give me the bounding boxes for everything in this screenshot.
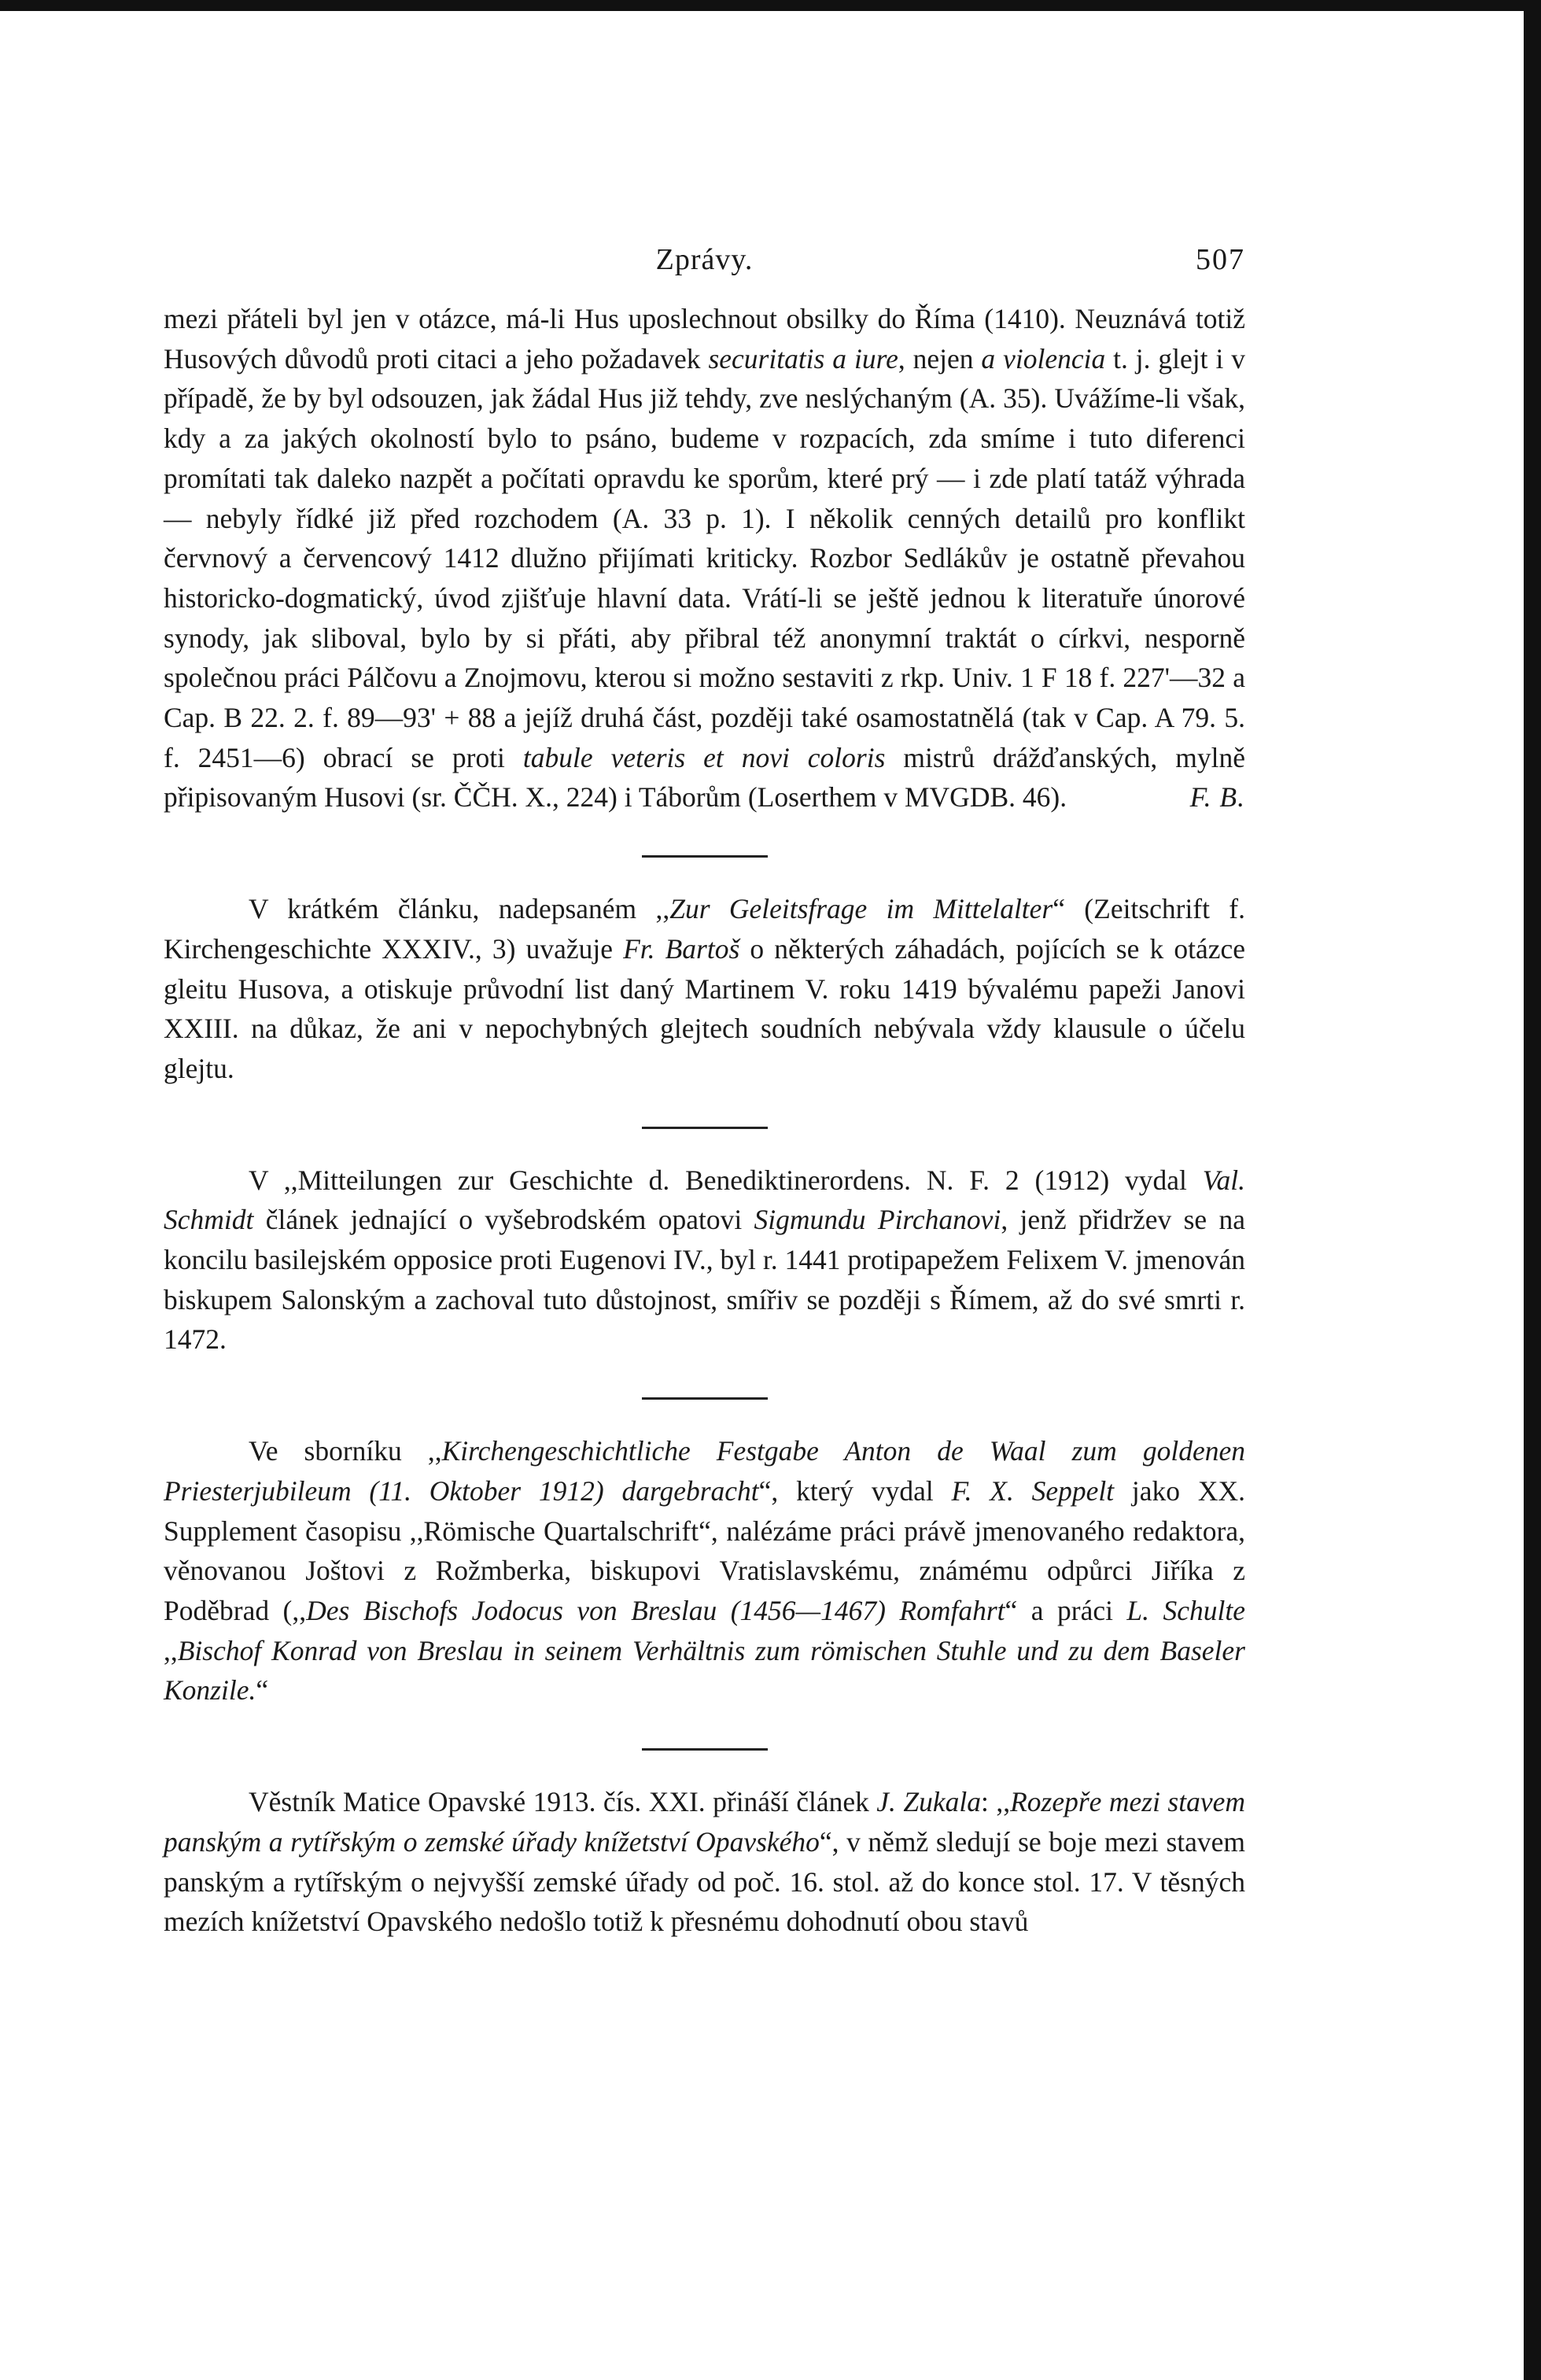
news-item-benediktiner: [164, 1160, 1245, 1360]
section-divider: [642, 855, 768, 858]
text-run-italic: Fr. Bartoš: [623, 932, 740, 965]
news-item-geleitsfrage: [164, 889, 1245, 1089]
text-run-italic: Kirchengeschichtliche Festgabe Anton de Waal zum goldenen Priesterjubileum (11. Oktober 1912) dargebracht: [164, 1435, 1245, 1507]
text-run: mistrů drážďanských, mylně připisovaným Husovi (sr. ČČH. X., 224) i Táborům (Loserthem v MVGDB. 46).: [164, 741, 1245, 814]
paragraph: [164, 889, 1245, 1089]
scan-border-right: [1524, 0, 1541, 2380]
running-title: Zprávy.: [655, 243, 754, 276]
text-run-italic: Des Bischofs Jodocus von Breslau (1456—1467) Romfahrt: [306, 1594, 1005, 1626]
text-run: jako XX. Supplement časopisu ,,Römische Quartalschrift“, nalézáme práci právě jmenovaného redaktora, věnovanou Joštovi z Rožmberka, biskupovi Vratislavskému, známému odpůrci Jiříka z Poděbrad (,,: [164, 1474, 1245, 1626]
text-run: “: [256, 1674, 269, 1707]
text-run: “ a práci: [1005, 1594, 1127, 1626]
text-run-italic: J. Zukala: [876, 1786, 982, 1818]
author-signature: F. B.: [1189, 781, 1245, 814]
scan-border-top: [0, 0, 1541, 11]
text-run: Věstník Matice Opavské 1913. čís. XXI. přináší článek: [249, 1786, 877, 1818]
text-run-italic: L. Schulte: [1126, 1594, 1246, 1626]
text-run: t. j. glejt i v případě, že by byl odsouzen, jak žádal Hus již tehdy, zve neslýchaným (A. 35). Uvážíme-li však, kdy a za jakých okolností bylo to psáno, budeme v rozpacích, zda smíme i tuto diferenci promítati tak daleko nazpět a počítati opravdu ke sporům, které prý — i zde platí tatáž výhrada — nebyly řídké již před rozchodem (A. 33 p. 1). I několik cenných detailů pro konflikt červnový a červencový 1412 dlužno přijímati kriticky. Rozbor Sedlákův je ostatně převahou historicko-dogmatický, úvod zjišťuje hlavní data. Vrátí-li se ještě jednou k literatuře únorové synody, jak sliboval, bylo by si přáti, aby přibral též anonymní traktát o církvi, nesporně společnou práci Pálčovu a Znojmovu, kterou si možno sestaviti z rkp. Univ. 1 F 18 f. 227'—32 a Cap. B 22. 2. f. 89—93' + 88 a jejíž druhá část, později také osamostatnělá (tak v Cap. A 79. 5. f. 2451—6) obrací se proti: [164, 342, 1245, 773]
paragraph: [164, 1782, 1245, 1942]
text-run-italic: Bischof Konrad von Breslau in seinem Verhältnis zum römischen Stuhle und zu dem Baseler Konzile.: [164, 1634, 1245, 1707]
review-continued: [164, 299, 1245, 817]
text-run-italic: a violencia: [981, 342, 1106, 375]
text-run-italic: Rozepře mezi stavem panským a rytířským o zemské úřady knížetství Opavského: [164, 1786, 1245, 1858]
text-run: o některých záhadách, pojících se k otázce gleitu Husova, a otiskuje průvodní list daný Martinem V. roku 1419 bývalému papeži Janovi XXIII. na důkaz, že ani v nepochybných glejtech soudních nebývala vždy klausule o účelu glejtu.: [164, 932, 1245, 1084]
paragraph-sedlak-review: [164, 299, 1245, 817]
text-run: : ,,: [981, 1786, 1011, 1818]
text-run: “, který vydal: [758, 1474, 952, 1507]
paragraph: [164, 1431, 1245, 1710]
text-run: V ,,Mitteilungen zur Geschichte d. Benediktinerordens. N. F. 2 (1912) vydal: [249, 1164, 1203, 1196]
text-run: mezi přáteli byl jen v otázce, má-li Hus uposlechnout obsilky do Říma (1410). Neuznává totiž Husových důvodů proti citaci a jeho požadavek: [164, 303, 1245, 375]
text-run: článek jednající o vyšebrodském opatovi: [253, 1204, 754, 1236]
page-number: 507: [1196, 243, 1245, 276]
text-run: “ (Zeitschrift f. Kirchengeschichte XXXIV., 3) uvažuje: [164, 893, 1245, 965]
text-run: “, v němž sledují se boje mezi stavem panským a rytířským o nejvyšší zemské úřady od poč. 16. stol. až do konce stol. 17. V těsných mezích knížetství Opavského nedošlo totiž k přesnému dohodnutí obou stavů: [164, 1825, 1246, 1938]
text-run-italic: securitatis a iure: [708, 342, 898, 375]
text-run-italic: tabule veteris et novi coloris: [522, 741, 886, 773]
news-item-vestnik-opavske: [164, 1782, 1245, 1942]
text-run: V krátkém článku, nadepsaném ,,: [249, 893, 670, 925]
news-item-festgabe: [164, 1431, 1245, 1710]
text-run-italic: Zur Geleitsfrage im Mittelalter: [669, 893, 1053, 925]
running-head: [164, 236, 1245, 291]
section-divider: [642, 1748, 768, 1751]
text-run-italic: F. X. Seppelt: [951, 1474, 1115, 1507]
text-run: ,,: [164, 1634, 178, 1666]
text-run: , nejen: [898, 342, 982, 375]
text-run: , jenž přidržev se na koncilu basilejském opposice proti Eugenovi IV., byl r. 1441 protipapežem Felixem V. jmenován biskupem Salonským a zachoval tuto důstojnost, smířiv se později s Římem, až do své smrti r. 1472.: [164, 1204, 1245, 1356]
paragraph: [164, 1160, 1245, 1360]
text-run: Ve sborníku ,,: [249, 1435, 442, 1467]
page: [164, 236, 1245, 1942]
section-divider: [642, 1127, 768, 1129]
text-run-italic: Sigmundu Pirchanovi: [754, 1204, 1001, 1236]
section-divider: [642, 1397, 768, 1400]
text-run-italic: Val. Schmidt: [164, 1164, 1245, 1236]
